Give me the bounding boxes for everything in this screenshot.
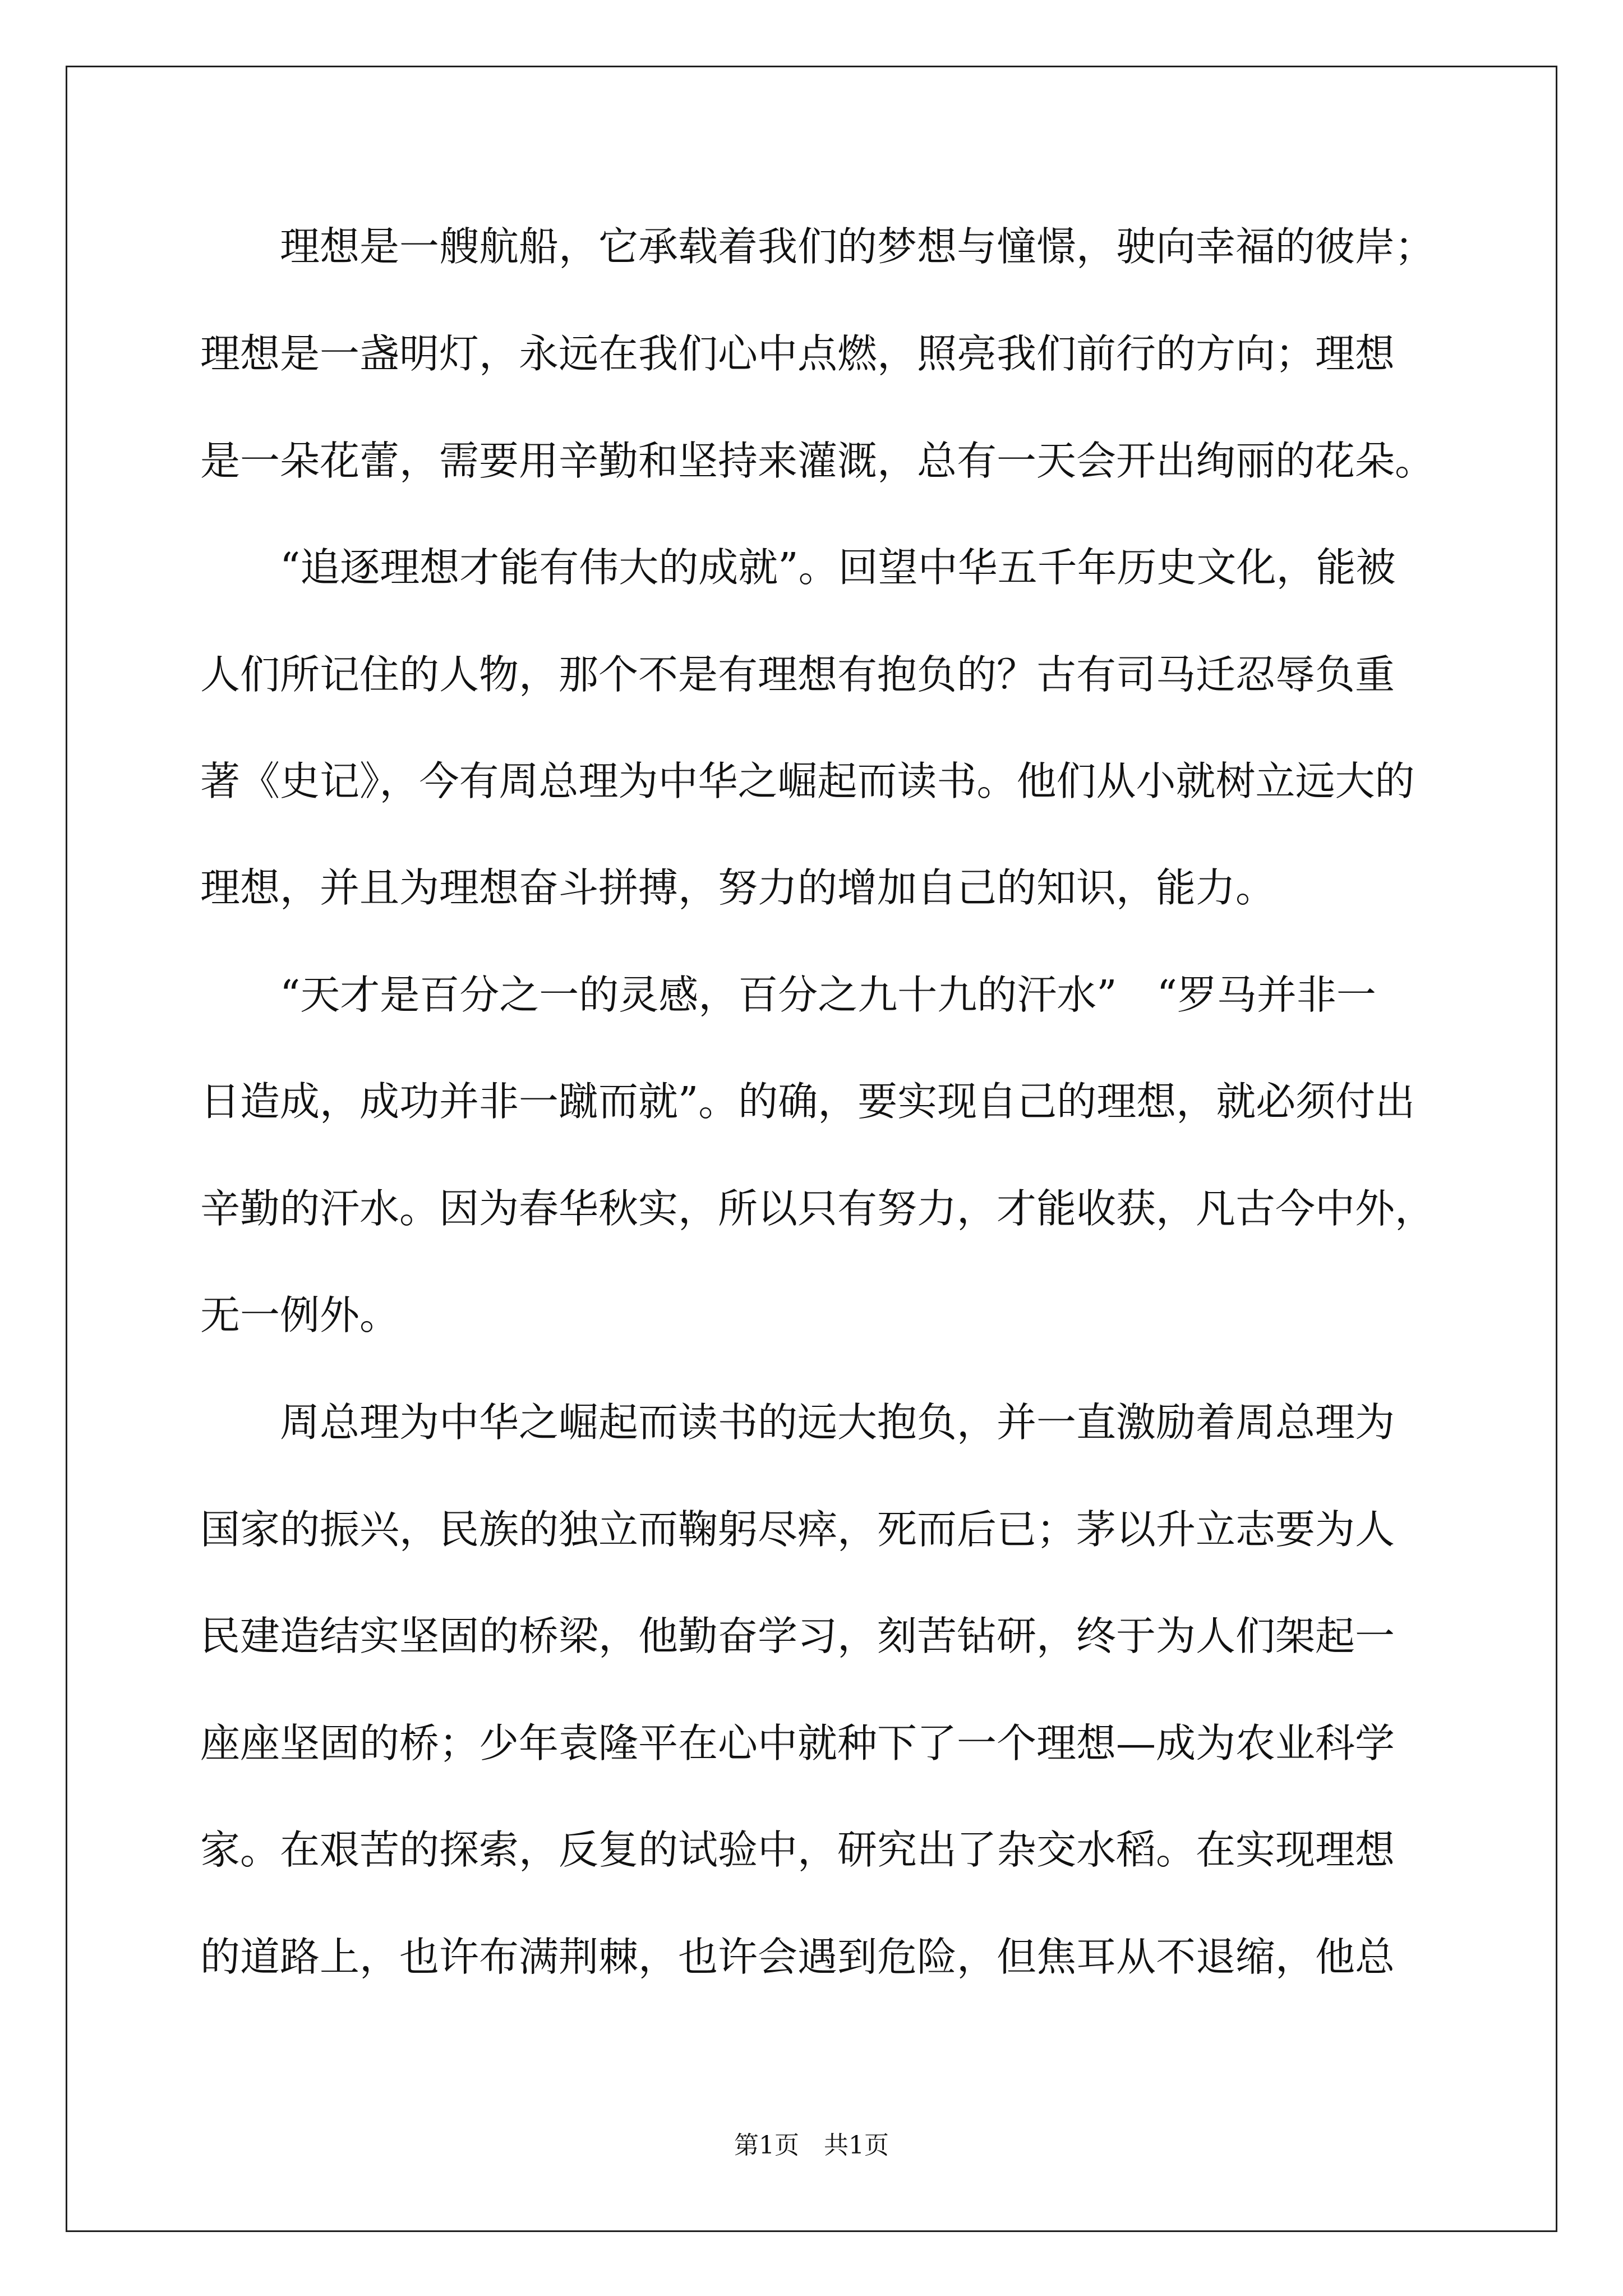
text-line: 国家的振兴，民族的独立而鞠躬尽瘁，死而后已；茅以升立志要为人 xyxy=(200,1506,1395,1553)
text-line: 理想，并且为理想奋斗拼搏，努力的增加自己的知识，能力。 xyxy=(200,864,1276,911)
text-line: 理想是一盏明灯，永远在我们心中点燃，照亮我们前行的方向；理想 xyxy=(200,330,1395,377)
page-number: 第1页 共1页 xyxy=(734,2131,889,2160)
text-line: 无一例外。 xyxy=(200,1292,400,1338)
text-line: 人们所记住的人物，那个不是有理想有抱负的？古有司马迁忍辱负重 xyxy=(200,651,1395,698)
text-line: 周总理为中华之崛起而读书的远大抱负，并一直激励着周总理为 xyxy=(200,1399,1395,1446)
text-line: 日造成，成功并非一蹴而就”。的确，要实现自己的理想，就必须付出 xyxy=(200,1078,1415,1125)
text-line: 座座坚固的桥；少年袁隆平在心中就种下了一个理想—成为农业科学 xyxy=(200,1720,1395,1766)
text-line: 是一朵花蕾，需要用辛勤和坚持来灌溉，总有一天会开出绚丽的花朵。 xyxy=(200,438,1435,484)
text-line: 辛勤的汗水。因为春华秋实，所以只有努力，才能收获，凡古今中外， xyxy=(200,1185,1435,1232)
text-line: 理想是一艘航船，它承载着我们的梦想与憧憬，驶向幸福的彼岸； xyxy=(200,223,1435,270)
text-line: 家。在艰苦的探索，反复的试验中，研究出了杂交水稻。在实现理想 xyxy=(200,1826,1395,1873)
text-line: 著《史记》，今有周总理为中华之崛起而读书。他们从小就树立远大的 xyxy=(200,758,1415,804)
page-border xyxy=(66,66,1557,2232)
text-line: “天才是百分之一的灵感，百分之九十九的汗水” “罗马并非一 xyxy=(200,972,1376,1018)
text-line: 的道路上，也许布满荆棘，也许会遇到危险，但焦耳从不退缩，他总 xyxy=(200,1934,1395,1980)
text-line: 民建造结实坚固的桥梁，他勤奋学习，刻苦钻研，终于为人们架起一 xyxy=(200,1613,1395,1659)
text-line: “追逐理想才能有伟大的成就”。回望中华五千年历史文化，能被 xyxy=(200,544,1396,591)
